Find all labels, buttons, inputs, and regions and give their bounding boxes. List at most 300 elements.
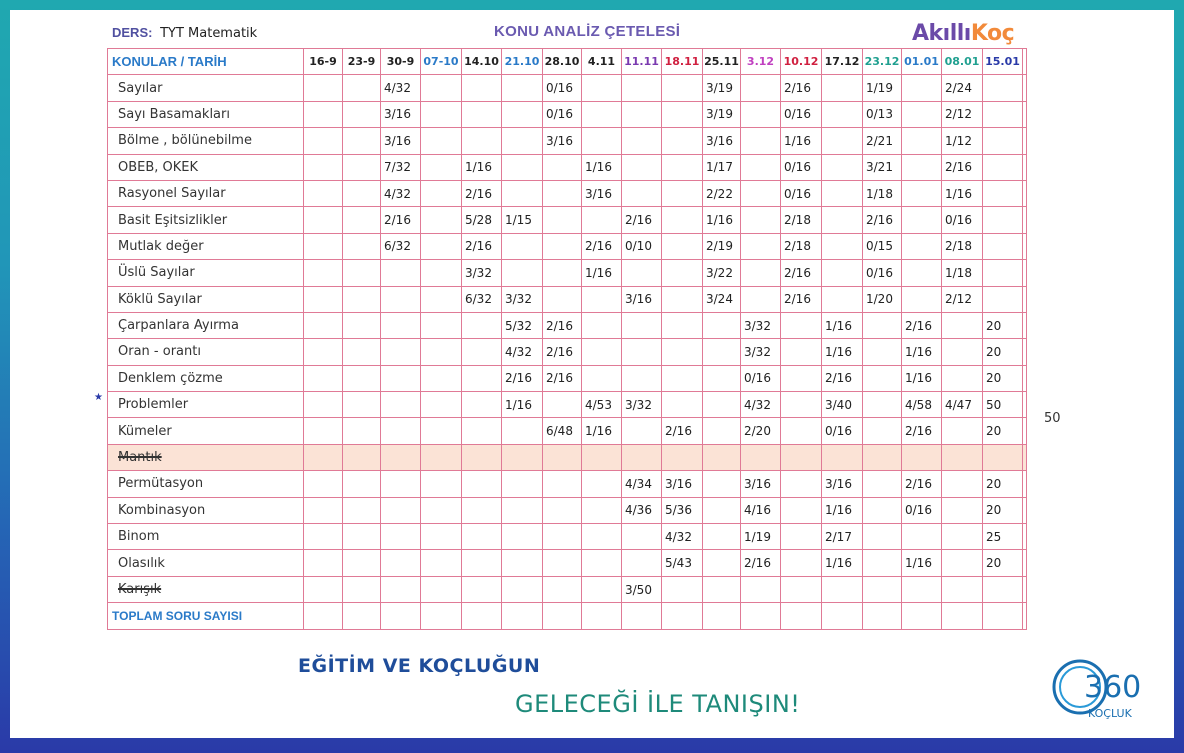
- score-cell: [462, 128, 502, 154]
- score-cell: [1023, 576, 1027, 602]
- score-cell: [662, 312, 703, 338]
- score-cell: 4/16: [741, 497, 781, 523]
- score-cell: 0/16: [781, 101, 822, 127]
- score-cell: [942, 339, 983, 365]
- score-cell: [462, 418, 502, 444]
- score-cell: 1/16: [781, 128, 822, 154]
- score-cell: [863, 550, 902, 576]
- score-cell: [502, 233, 543, 259]
- score-cell: [304, 75, 343, 101]
- score-cell: [781, 418, 822, 444]
- score-cell: 3/32: [502, 286, 543, 312]
- logo-word: KOÇLUK: [1088, 707, 1132, 720]
- score-cell: [343, 550, 381, 576]
- score-cell: [622, 260, 662, 286]
- score-cell: 3/16: [381, 128, 421, 154]
- score-cell: [822, 233, 863, 259]
- score-cell: [822, 180, 863, 206]
- score-cell: [662, 233, 703, 259]
- score-cell: 4/36: [622, 497, 662, 523]
- score-cell: 20: [983, 497, 1023, 523]
- score-cell: 4/32: [381, 180, 421, 206]
- topic-name: Problemler: [108, 392, 304, 418]
- score-cell: [304, 418, 343, 444]
- score-cell: 3/16: [582, 180, 622, 206]
- score-cell: 3/32: [741, 312, 781, 338]
- topic-name: Çarpanlara Ayırma: [108, 312, 304, 338]
- score-cell: 4/32: [741, 392, 781, 418]
- score-cell: [543, 207, 582, 233]
- score-cell: [662, 392, 703, 418]
- score-cell: [703, 418, 741, 444]
- date-header: 4.11: [582, 49, 622, 75]
- score-cell: [741, 286, 781, 312]
- score-cell: [741, 207, 781, 233]
- score-cell: 3/16: [662, 471, 703, 497]
- score-cell: [543, 180, 582, 206]
- score-cell: [1023, 392, 1027, 418]
- score-cell: [421, 444, 462, 470]
- score-cell: [381, 576, 421, 602]
- score-cell: 1/16: [902, 339, 942, 365]
- score-cell: [343, 75, 381, 101]
- score-cell: [543, 392, 582, 418]
- score-cell: [863, 312, 902, 338]
- score-cell: 1/15: [502, 207, 543, 233]
- score-cell: [662, 286, 703, 312]
- total-cell: [622, 603, 662, 629]
- score-cell: [1023, 524, 1027, 550]
- score-cell: [662, 180, 703, 206]
- score-cell: [421, 180, 462, 206]
- score-cell: [304, 312, 343, 338]
- table-row: [108, 524, 1027, 550]
- score-cell: [983, 75, 1023, 101]
- score-cell: [543, 550, 582, 576]
- score-cell: 2/16: [902, 312, 942, 338]
- score-cell: 1/19: [863, 75, 902, 101]
- score-cell: [902, 128, 942, 154]
- date-header: 10.12: [781, 49, 822, 75]
- table-row: [108, 260, 1027, 286]
- score-cell: [662, 75, 703, 101]
- score-cell: 1/20: [863, 286, 902, 312]
- score-cell: 3/21: [863, 154, 902, 180]
- table-row: [108, 128, 1027, 154]
- table-row: [108, 339, 1027, 365]
- score-cell: [543, 260, 582, 286]
- score-cell: 4/32: [662, 524, 703, 550]
- score-cell: [582, 128, 622, 154]
- score-cell: [863, 524, 902, 550]
- score-cell: [543, 444, 582, 470]
- score-cell: 3/50: [622, 576, 662, 602]
- score-cell: [582, 207, 622, 233]
- score-cell: [741, 101, 781, 127]
- score-cell: [502, 471, 543, 497]
- score-cell: [343, 154, 381, 180]
- score-cell: 25: [983, 524, 1023, 550]
- score-cell: 2/16: [942, 154, 983, 180]
- score-cell: [942, 471, 983, 497]
- score-cell: 1/16: [822, 497, 863, 523]
- slogan-line-2: GELECEĞİ İLE TANIŞIN!: [515, 690, 801, 718]
- score-cell: [863, 418, 902, 444]
- date-header: 25.11: [703, 49, 741, 75]
- score-cell: [421, 75, 462, 101]
- score-cell: [781, 365, 822, 391]
- score-cell: [622, 75, 662, 101]
- score-cell: 50: [983, 392, 1023, 418]
- score-cell: [304, 286, 343, 312]
- score-cell: [703, 576, 741, 602]
- total-cell: [822, 603, 863, 629]
- score-cell: [381, 550, 421, 576]
- score-cell: [421, 418, 462, 444]
- score-cell: [942, 576, 983, 602]
- score-cell: 1/16: [582, 418, 622, 444]
- score-cell: [304, 392, 343, 418]
- score-cell: 0/16: [741, 365, 781, 391]
- score-cell: [543, 154, 582, 180]
- score-cell: [622, 128, 662, 154]
- score-cell: [304, 207, 343, 233]
- score-cell: [703, 339, 741, 365]
- score-cell: [902, 233, 942, 259]
- score-cell: [902, 207, 942, 233]
- score-cell: 2/12: [942, 101, 983, 127]
- score-cell: [462, 444, 502, 470]
- score-cell: 5/43: [662, 550, 703, 576]
- score-cell: 2/24: [942, 75, 983, 101]
- score-cell: [741, 260, 781, 286]
- score-cell: [381, 524, 421, 550]
- score-cell: [942, 444, 983, 470]
- topic-name: Sayılar: [108, 75, 304, 101]
- score-cell: [421, 392, 462, 418]
- score-cell: 3/40: [822, 392, 863, 418]
- score-cell: [304, 576, 343, 602]
- score-cell: 5/36: [662, 497, 703, 523]
- score-cell: [781, 444, 822, 470]
- score-cell: 4/58: [902, 392, 942, 418]
- table-row: [108, 497, 1027, 523]
- score-cell: [502, 75, 543, 101]
- score-cell: 20: [983, 550, 1023, 576]
- score-cell: 0/16: [942, 207, 983, 233]
- score-cell: [1023, 75, 1027, 101]
- table-row: [108, 365, 1027, 391]
- score-cell: [502, 576, 543, 602]
- score-cell: [781, 312, 822, 338]
- logo-part-2: Koç: [970, 21, 1015, 46]
- score-cell: [983, 207, 1023, 233]
- score-cell: 2/16: [822, 365, 863, 391]
- score-cell: 4/32: [502, 339, 543, 365]
- score-cell: 3/32: [462, 260, 502, 286]
- akillikoc-logo: [912, 21, 1014, 46]
- topic-name: Binom: [108, 524, 304, 550]
- date-header: 17.12: [822, 49, 863, 75]
- score-cell: 3/16: [381, 101, 421, 127]
- total-cell: [942, 603, 983, 629]
- score-cell: [1023, 207, 1027, 233]
- score-cell: [822, 128, 863, 154]
- score-cell: [582, 444, 622, 470]
- 360-kocluk-logo: [1050, 655, 1160, 725]
- score-cell: 0/16: [781, 180, 822, 206]
- score-cell: [1023, 550, 1027, 576]
- score-cell: 2/16: [781, 75, 822, 101]
- score-cell: [343, 471, 381, 497]
- total-cell: [343, 603, 381, 629]
- page-title: KONU ANALİZ ÇETELESİ: [494, 23, 681, 40]
- score-cell: [304, 101, 343, 127]
- score-cell: [343, 339, 381, 365]
- score-cell: 1/16: [902, 550, 942, 576]
- score-cell: [304, 260, 343, 286]
- topic-name: Bölme , bölünebilme: [108, 128, 304, 154]
- score-cell: [983, 233, 1023, 259]
- score-cell: [1023, 128, 1027, 154]
- subject-label: [112, 25, 257, 41]
- table-row: [108, 286, 1027, 312]
- score-cell: 3/32: [741, 339, 781, 365]
- score-cell: [902, 101, 942, 127]
- score-cell: [381, 260, 421, 286]
- score-cell: [582, 550, 622, 576]
- topic-name: Kümeler: [108, 418, 304, 444]
- topic-name: Köklü Sayılar: [108, 286, 304, 312]
- score-cell: [421, 128, 462, 154]
- score-cell: [381, 392, 421, 418]
- date-header: 21.10: [502, 49, 543, 75]
- score-cell: [421, 339, 462, 365]
- score-cell: 2/16: [902, 471, 942, 497]
- score-cell: 2/17: [822, 524, 863, 550]
- score-cell: [343, 312, 381, 338]
- table-row: [108, 180, 1027, 206]
- score-cell: [983, 444, 1023, 470]
- table-row: [108, 418, 1027, 444]
- score-cell: [622, 550, 662, 576]
- score-cell: [902, 576, 942, 602]
- score-cell: 0/16: [543, 75, 582, 101]
- topic-name: Sayı Basamakları: [108, 101, 304, 127]
- score-cell: [622, 365, 662, 391]
- score-cell: [863, 471, 902, 497]
- score-cell: [421, 524, 462, 550]
- score-cell: 0/16: [863, 260, 902, 286]
- score-cell: [741, 180, 781, 206]
- score-cell: [343, 524, 381, 550]
- score-cell: [582, 365, 622, 391]
- score-cell: [502, 180, 543, 206]
- score-cell: [902, 524, 942, 550]
- score-cell: [462, 392, 502, 418]
- score-cell: 0/16: [543, 101, 582, 127]
- score-cell: 1/16: [902, 365, 942, 391]
- score-cell: [421, 154, 462, 180]
- score-cell: [622, 154, 662, 180]
- score-cell: [381, 286, 421, 312]
- score-cell: 6/48: [543, 418, 582, 444]
- score-cell: [543, 524, 582, 550]
- score-cell: 7/32: [381, 154, 421, 180]
- score-cell: [902, 75, 942, 101]
- total-cell: [781, 603, 822, 629]
- score-cell: 2/16: [462, 180, 502, 206]
- score-cell: [502, 497, 543, 523]
- total-cell: [741, 603, 781, 629]
- total-cell: [582, 603, 622, 629]
- total-cell: [462, 603, 502, 629]
- score-cell: [543, 497, 582, 523]
- total-cell: [421, 603, 462, 629]
- score-cell: [863, 365, 902, 391]
- topic-name: Olasılık: [108, 550, 304, 576]
- score-cell: [462, 365, 502, 391]
- total-cell: [703, 603, 741, 629]
- score-cell: [543, 233, 582, 259]
- score-cell: [1023, 180, 1027, 206]
- score-cell: 2/16: [741, 550, 781, 576]
- score-cell: [983, 101, 1023, 127]
- score-cell: 0/16: [822, 418, 863, 444]
- total-cell: [502, 603, 543, 629]
- table-row: [108, 75, 1027, 101]
- score-cell: 3/16: [703, 128, 741, 154]
- score-cell: [942, 550, 983, 576]
- score-cell: 1/16: [582, 260, 622, 286]
- total-cell: [1023, 603, 1027, 629]
- score-cell: [942, 312, 983, 338]
- score-cell: [781, 392, 822, 418]
- topic-analysis-table: [107, 48, 1027, 630]
- score-cell: 2/22: [703, 180, 741, 206]
- score-cell: [502, 418, 543, 444]
- score-cell: [582, 312, 622, 338]
- score-cell: 1/18: [863, 180, 902, 206]
- score-cell: [1023, 260, 1027, 286]
- date-header: 01.01: [902, 49, 942, 75]
- score-cell: [582, 75, 622, 101]
- score-cell: 2/16: [381, 207, 421, 233]
- score-cell: [421, 550, 462, 576]
- score-cell: [781, 339, 822, 365]
- score-cell: 0/15: [863, 233, 902, 259]
- table-row: [108, 576, 1027, 602]
- score-cell: [462, 524, 502, 550]
- score-cell: [662, 339, 703, 365]
- table-row: [108, 154, 1027, 180]
- score-cell: 2/12: [942, 286, 983, 312]
- score-cell: 5/28: [462, 207, 502, 233]
- score-cell: 2/16: [502, 365, 543, 391]
- score-cell: 3/19: [703, 75, 741, 101]
- date-header: 18.11: [662, 49, 703, 75]
- topic-name: OBEB, OKEK: [108, 154, 304, 180]
- table-row: [108, 233, 1027, 259]
- score-cell: [462, 312, 502, 338]
- score-cell: [304, 233, 343, 259]
- total-cell: [662, 603, 703, 629]
- score-cell: [543, 286, 582, 312]
- score-cell: 1/16: [942, 180, 983, 206]
- score-cell: 2/19: [703, 233, 741, 259]
- score-cell: [781, 550, 822, 576]
- score-cell: [703, 497, 741, 523]
- date-header: 11.11: [622, 49, 662, 75]
- score-cell: [502, 260, 543, 286]
- score-cell: 6/32: [381, 233, 421, 259]
- score-cell: [622, 339, 662, 365]
- score-cell: [703, 550, 741, 576]
- score-cell: [343, 392, 381, 418]
- score-cell: [421, 312, 462, 338]
- score-cell: 2/20: [741, 418, 781, 444]
- score-cell: [863, 392, 902, 418]
- date-header: 23-9: [343, 49, 381, 75]
- score-cell: [381, 339, 421, 365]
- score-cell: [421, 497, 462, 523]
- score-cell: [343, 180, 381, 206]
- score-cell: 2/16: [582, 233, 622, 259]
- score-cell: [502, 154, 543, 180]
- score-cell: 1/16: [822, 339, 863, 365]
- score-cell: [902, 444, 942, 470]
- score-cell: 2/16: [543, 312, 582, 338]
- score-cell: [983, 180, 1023, 206]
- score-cell: [662, 207, 703, 233]
- score-cell: [1023, 312, 1027, 338]
- score-cell: [622, 312, 662, 338]
- score-cell: [381, 312, 421, 338]
- topic-name: Karışık: [108, 576, 304, 602]
- score-cell: [421, 233, 462, 259]
- topic-name: Rasyonel Sayılar: [108, 180, 304, 206]
- score-cell: [1023, 365, 1027, 391]
- score-cell: [421, 207, 462, 233]
- score-cell: [781, 471, 822, 497]
- score-cell: 2/16: [662, 418, 703, 444]
- topic-name: Kombinasyon: [108, 497, 304, 523]
- score-cell: [703, 444, 741, 470]
- score-cell: [381, 444, 421, 470]
- score-cell: 1/16: [582, 154, 622, 180]
- score-cell: [902, 260, 942, 286]
- score-cell: [863, 444, 902, 470]
- score-cell: [381, 365, 421, 391]
- extra-value: 50: [1044, 411, 1061, 426]
- score-cell: 3/32: [622, 392, 662, 418]
- score-cell: 20: [983, 418, 1023, 444]
- score-cell: [304, 471, 343, 497]
- score-cell: [304, 497, 343, 523]
- score-cell: [421, 576, 462, 602]
- score-cell: 20: [983, 365, 1023, 391]
- total-questions-label: TOPLAM SORU SAYISI: [108, 603, 304, 629]
- score-cell: [662, 128, 703, 154]
- topic-name: Permütasyon: [108, 471, 304, 497]
- score-cell: [1023, 444, 1027, 470]
- score-cell: [863, 497, 902, 523]
- score-cell: 3/16: [822, 471, 863, 497]
- score-cell: [343, 365, 381, 391]
- score-cell: [741, 233, 781, 259]
- date-header: 3.12: [741, 49, 781, 75]
- score-cell: 20: [983, 339, 1023, 365]
